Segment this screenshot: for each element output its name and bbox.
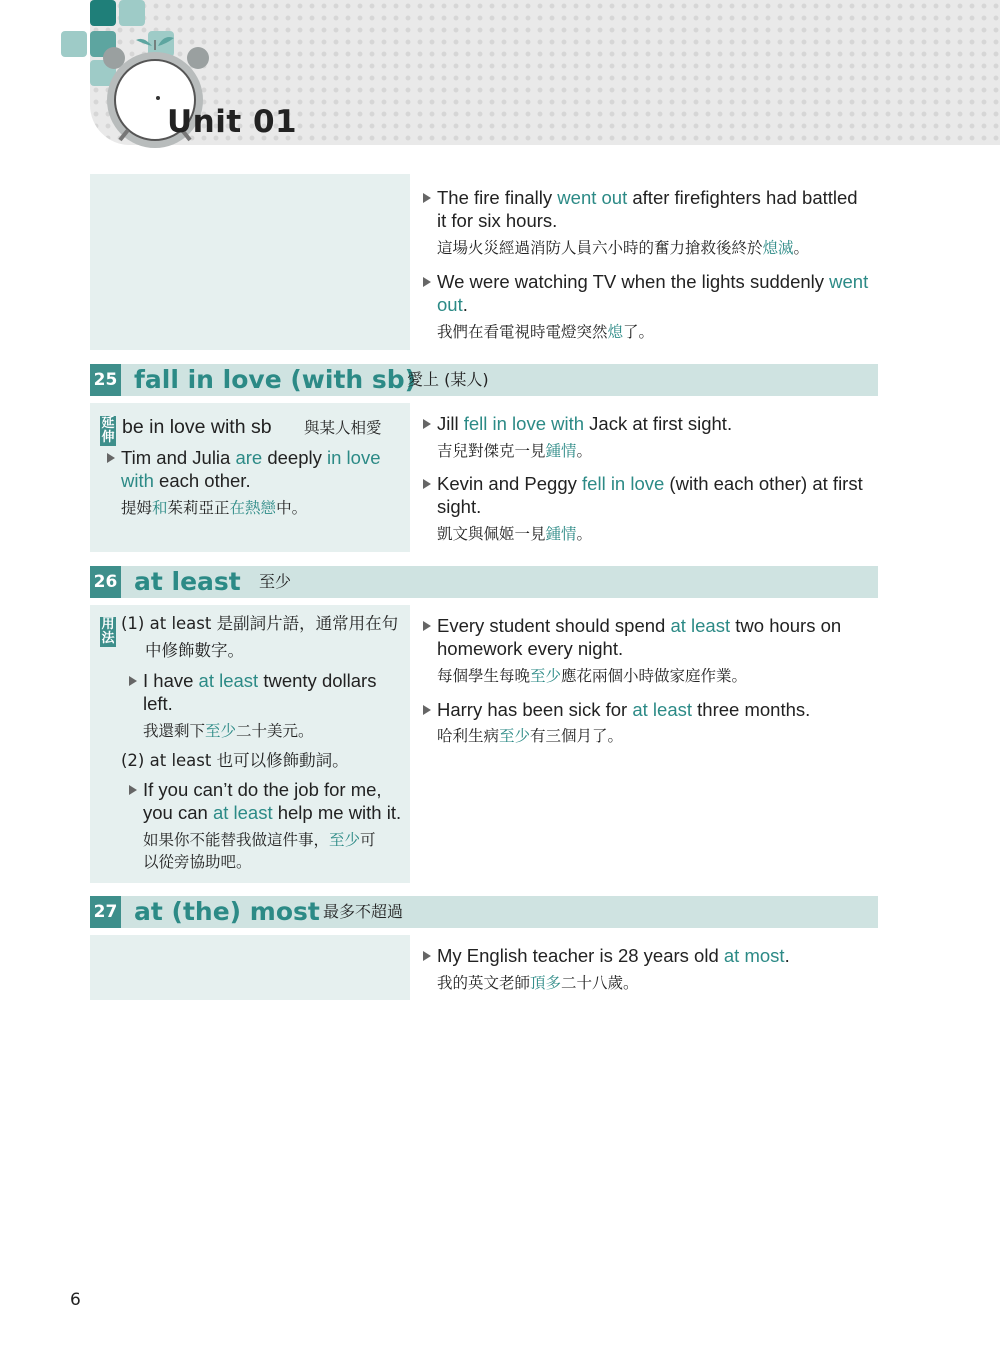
translation-text: 我們在看電視時電燈突然: [437, 323, 608, 341]
usage-note-text: (1) at least 是副詞片語，通常用在句: [121, 614, 399, 633]
translation-text: 可: [360, 831, 376, 849]
usage-note: [121, 750, 349, 772]
example-text: (with each other) at first: [664, 473, 863, 494]
example-text: each other.: [153, 470, 251, 491]
example-text: Every student should spend: [437, 615, 671, 636]
example-text: Kevin and Peggy: [437, 473, 583, 494]
example-text: left.: [143, 693, 173, 714]
highlight-phrase: at most: [723, 945, 785, 966]
example-text: If you can’t do the job for me,: [143, 779, 382, 800]
translation-text: 每個學生每晚: [437, 667, 531, 685]
entry-meaning: 最多不超過: [323, 902, 404, 921]
highlight-phrase: in love: [327, 447, 381, 468]
triangle-bullet-icon: [423, 621, 431, 631]
translation-text: 提姆: [121, 499, 153, 517]
example-sentence: [143, 778, 408, 824]
example-text: My English teacher is 28 years old: [437, 945, 724, 966]
entry-number: 25: [90, 364, 121, 396]
entry-meaning: 愛上 (某人): [407, 370, 489, 389]
triangle-bullet-icon: [129, 676, 137, 686]
translation: [437, 665, 747, 687]
translation-text: 這場火災經過消防人員六小時的奮力搶救後終於: [437, 239, 763, 257]
translation-text: 應花兩個小時做家庭作業。: [561, 667, 748, 685]
header-square: [90, 0, 116, 26]
highlight-phrase: with: [121, 470, 154, 491]
example-sentence: [437, 270, 877, 316]
translation: [437, 523, 592, 545]
highlight-phrase: at least: [212, 802, 273, 823]
highlight-translation: 熄滅: [762, 239, 794, 257]
translation-text: 凱文與佩姬一見: [437, 525, 546, 543]
highlight-translation: 頂多: [530, 974, 562, 992]
example-text: two hours on: [730, 615, 842, 636]
translation-text: 二十八歲。: [561, 974, 639, 992]
highlight-translation: 至少: [499, 727, 531, 745]
example-sentence: [437, 472, 877, 518]
header-square: [61, 31, 87, 57]
triangle-bullet-icon: [129, 785, 137, 795]
translation-text: 。: [793, 239, 810, 257]
example-text: help me with it.: [272, 802, 402, 823]
translation: [143, 829, 403, 873]
triangle-bullet-icon: [107, 453, 115, 463]
translation: [437, 972, 639, 994]
translation-text: 如果你不能替我做這件事，: [143, 831, 330, 849]
example-text: .: [462, 294, 468, 315]
example-text: .: [784, 945, 790, 966]
related-meaning: 與某人相愛: [304, 419, 382, 437]
entry-phrase: at (the) most: [134, 897, 320, 926]
related-phrase: [122, 416, 272, 439]
highlight-phrase: at least: [670, 615, 731, 636]
example-text: Tim and Julia: [121, 447, 236, 468]
highlight-translation: 鍾情: [545, 525, 577, 543]
highlight-translation: 在熱戀: [229, 499, 277, 517]
highlight-phrase: went: [829, 271, 869, 292]
usage-note-text: 中修飾數字。: [145, 641, 244, 660]
example-text: Jill: [437, 413, 464, 434]
example-text: three months.: [692, 699, 811, 720]
example-text: Jack at first sight.: [584, 413, 733, 434]
highlight-translation: 和: [152, 499, 168, 517]
example-text: you can: [143, 802, 213, 823]
highlight-phrase: went out: [557, 187, 628, 208]
example-text: after firefighters had battled: [627, 187, 858, 208]
example-text: twenty dollars: [258, 670, 377, 691]
related-phrase-text: be in love with sb: [122, 416, 272, 438]
triangle-bullet-icon: [423, 705, 431, 715]
translation: [437, 725, 623, 747]
translation-text: 我的英文老師: [437, 974, 531, 992]
example-text: The fire finally: [437, 187, 558, 208]
usage-note-text: (2) at least 也可以修飾動詞。: [121, 751, 349, 770]
highlight-translation: 至少: [530, 667, 562, 685]
highlight-translation: 熄: [607, 323, 624, 341]
intro-left-panel: [90, 174, 410, 350]
usage-note: [121, 613, 398, 635]
usage-note: [145, 640, 244, 662]
example-sentence: [437, 698, 877, 721]
translation-text: 我還剩下: [143, 722, 206, 740]
example-text: homework every night.: [437, 638, 624, 659]
translation-text: 了。: [623, 323, 655, 341]
entry-27-left-panel: [90, 935, 410, 1000]
translation-text: 哈利生病: [437, 727, 500, 745]
translation-text: 。: [576, 525, 593, 543]
header-square: [119, 0, 145, 26]
example-sentence: [437, 944, 877, 967]
entry-phrase: at least: [134, 567, 241, 596]
highlight-phrase: fell in love with: [463, 413, 585, 434]
usage-tag: 用法: [101, 617, 115, 646]
unit-title: Unit 01: [167, 104, 298, 140]
highlight-phrase: out: [437, 294, 463, 315]
highlight-phrase: are: [235, 447, 263, 468]
entry-header-25: [90, 364, 878, 396]
triangle-bullet-icon: [423, 193, 431, 203]
highlight-translation: 至少: [329, 831, 361, 849]
example-sentence: [437, 186, 877, 232]
extension-tag: 延伸: [101, 416, 115, 445]
translation-text: 茱莉亞正: [167, 499, 230, 517]
entry-number: 27: [90, 896, 121, 928]
example-text: deeply: [262, 447, 328, 468]
translation-text: 。: [576, 442, 593, 460]
example-text: sight.: [437, 496, 482, 517]
translation: [437, 440, 592, 462]
entry-meaning: 至少: [259, 572, 292, 591]
highlight-translation: 鍾情: [545, 442, 577, 460]
example-text: Harry has been sick for: [437, 699, 633, 720]
entry-header-26: [90, 566, 878, 598]
example-sentence: [121, 446, 401, 492]
entry-phrase: fall in love (with sb): [134, 365, 417, 394]
highlight-translation: 至少: [205, 722, 237, 740]
example-text: it for six hours.: [437, 210, 558, 231]
translation: [143, 720, 314, 742]
example-text: We were watching TV when the lights suddenly: [437, 271, 830, 292]
translation: [437, 321, 654, 343]
translation-text: 有三個月了。: [530, 727, 624, 745]
translation-text: 中。: [276, 499, 308, 517]
triangle-bullet-icon: [423, 277, 431, 287]
example-sentence: [143, 669, 403, 715]
translation: [437, 237, 809, 259]
triangle-bullet-icon: [423, 951, 431, 961]
translation: [121, 497, 307, 519]
translation-text: 以從旁協助吧。: [143, 853, 252, 871]
page-number: 6: [70, 1290, 81, 1310]
entry-header-27: [90, 896, 878, 928]
highlight-phrase: at least: [632, 699, 693, 720]
triangle-bullet-icon: [423, 419, 431, 429]
example-text: I have: [143, 670, 199, 691]
example-sentence: [437, 412, 877, 435]
triangle-bullet-icon: [423, 479, 431, 489]
translation-text: 吉兒對傑克一見: [437, 442, 546, 460]
example-sentence: [437, 614, 877, 660]
highlight-phrase: fell in love: [582, 473, 665, 494]
translation-text: 二十美元。: [236, 722, 314, 740]
entry-number: 26: [90, 566, 121, 598]
highlight-phrase: at least: [198, 670, 259, 691]
